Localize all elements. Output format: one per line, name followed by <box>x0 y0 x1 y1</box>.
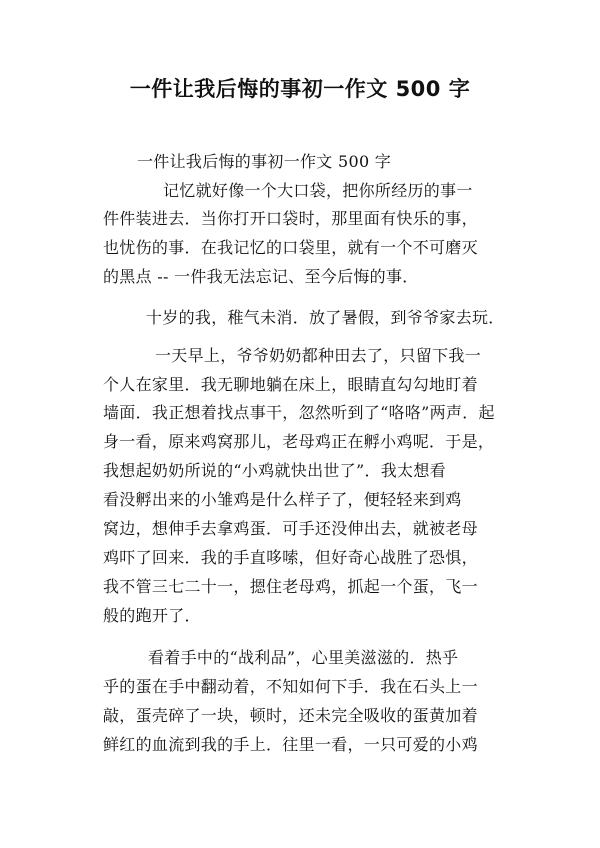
text-line: 鲜红的血流到我的手上．往里一看，一只可爱的小鸡 <box>103 735 478 754</box>
text-line: 记忆就好像一个大口袋，把你所经历的事一 <box>163 181 473 200</box>
text-line: 我想起奶奶所说的“小鸡就快出世了”．我太想看 <box>103 461 446 480</box>
document-title: 一件让我后悔的事初一作文 500 字 <box>129 77 471 101</box>
text-line: 一天早上，爷爷奶奶都种田去了，只留下我一 <box>155 346 482 365</box>
text-line: 我不管三七二十一，摁住老母鸡，抓起一个蛋，飞一 <box>103 577 478 596</box>
text-line: 个人在家里．我无聊地躺在床上，眼睛直勾勾地盯着 <box>103 375 478 394</box>
text-line: 也忧伤的事．在我记忆的口袋里，就有一个不可磨灭 <box>103 238 478 257</box>
text-line: 件件装进去．当你打开口袋时，那里面有快乐的事， <box>103 209 478 228</box>
text-line: 窝边，想伸手去拿鸡蛋．可手还没伸出去，就被老母 <box>103 519 478 538</box>
text-line: 般的跑开了． <box>103 606 201 625</box>
text-line: 鸡吓了回来．我的手直哆嗦，但好奇心战胜了恐惧， <box>103 548 478 567</box>
text-line: 敲，蛋壳碎了一块，顿时，还未完全吸收的蛋黄加着 <box>103 706 478 725</box>
text-line: 乎的蛋在手中翻动着，不知如何下手．我在石头上一 <box>103 677 478 696</box>
text-line: 看没孵出来的小雏鸡是什么样子了，便轻轻来到鸡 <box>103 490 462 509</box>
text-line: 一件让我后悔的事初一作文 500 字 <box>137 152 392 171</box>
text-line: 的黑点 -- 一件我无法忘记、至今后悔的事． <box>103 267 419 286</box>
text-line: 身一看，原来鸡窝那儿，老母鸡正在孵小鸡呢．于是， <box>103 432 495 451</box>
text-line: 十岁的我，稚气未消．放了暑假，到爷爷家去玩． <box>146 308 505 327</box>
text-line: 看着手中的“战利品”，心里美滋滋的．热乎 <box>148 648 459 667</box>
text-line: 墙面．我正想着找点事干，忽然听到了“咯咯”两声．起 <box>103 403 495 422</box>
